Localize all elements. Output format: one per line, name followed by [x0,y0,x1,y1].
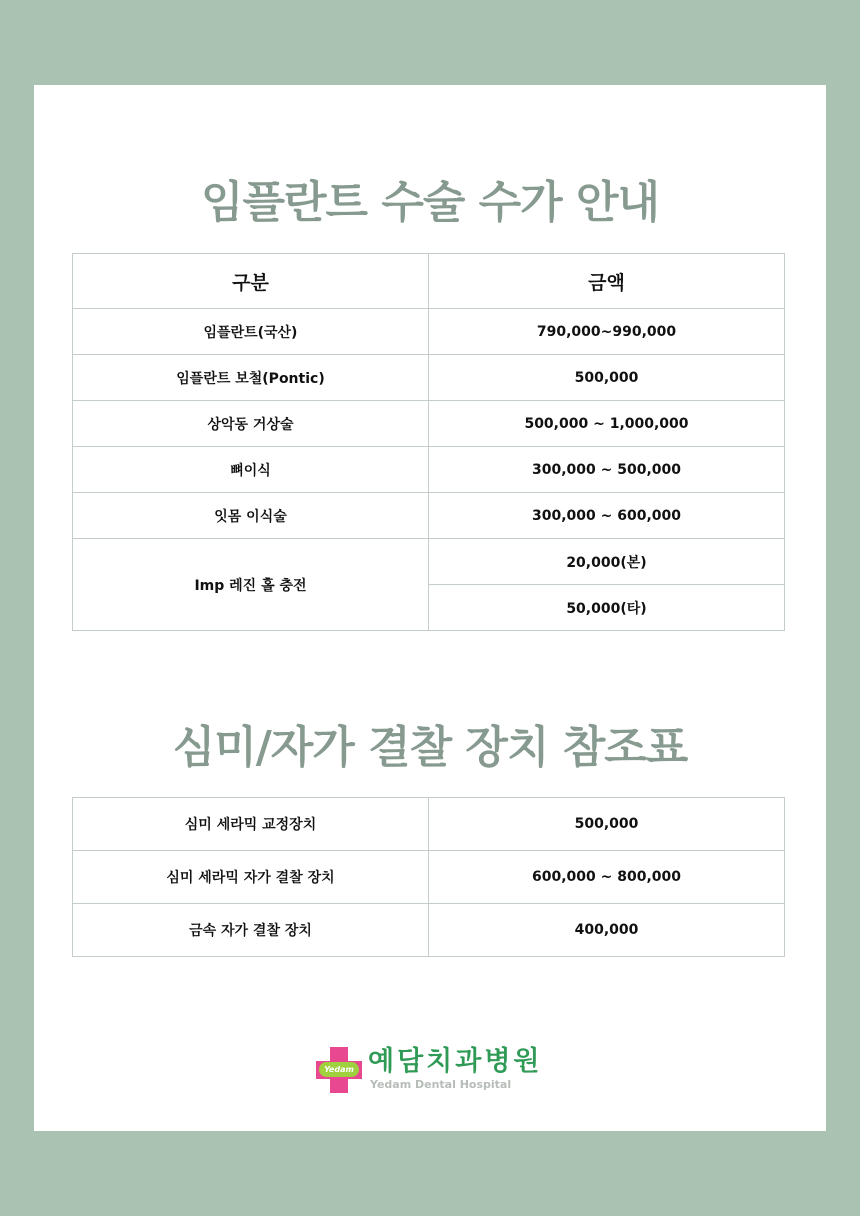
row-price: 500,000 [429,798,785,851]
table-row [73,493,785,539]
row-price: 300,000 ~ 600,000 [429,493,785,539]
row-item: 심미 세라믹 자가 결찰 장치 [73,851,429,904]
table-row [73,355,785,401]
table-header-row [73,254,785,309]
row-item: 금속 자가 결찰 장치 [73,904,429,957]
row-item: 뼈이식 [73,447,429,493]
logo-badge: Yedam [319,1062,359,1077]
row-item: 임플란트 보철(Pontic) [73,355,429,401]
table-row [73,447,785,493]
table-row [73,401,785,447]
row-item: 임플란트(국산) [73,309,429,355]
row-price: 790,000~990,000 [429,309,785,355]
device-title: 심미/자가 결찰 장치 참조표 [172,722,688,773]
header-amount: 금액 [429,254,785,309]
header-category: 구분 [73,254,429,309]
row-item: 잇몸 이식술 [73,493,429,539]
cross-icon [316,1047,362,1093]
row-item-resin: Imp 레진 홀 충전 [73,539,429,631]
row-price: 500,000 [429,355,785,401]
table-row [73,798,785,851]
row-item: 상악동 거상술 [73,401,429,447]
row-price: 300,000 ~ 500,000 [429,447,785,493]
table-row [73,851,785,904]
row-item: 심미 세라믹 교정장치 [73,798,429,851]
device-price-table [72,797,785,957]
row-price: 600,000 ~ 800,000 [429,851,785,904]
row-price-resin-2: 50,000(타) [429,585,785,631]
row-price: 400,000 [429,904,785,957]
logo-name-korean: 예담치과병원 [368,1046,543,1077]
table-row [73,309,785,355]
price-card [34,85,826,1131]
implant-title: 임플란트 수술 수가 안내 [201,177,659,228]
row-price-resin-1: 20,000(본) [429,539,785,585]
table-row [73,539,785,585]
row-price: 500,000 ~ 1,000,000 [429,401,785,447]
implant-price-table [72,253,785,631]
logo-name-english: Yedam Dental Hospital [370,1078,512,1091]
hospital-logo [316,1045,556,1095]
table-row [73,904,785,957]
